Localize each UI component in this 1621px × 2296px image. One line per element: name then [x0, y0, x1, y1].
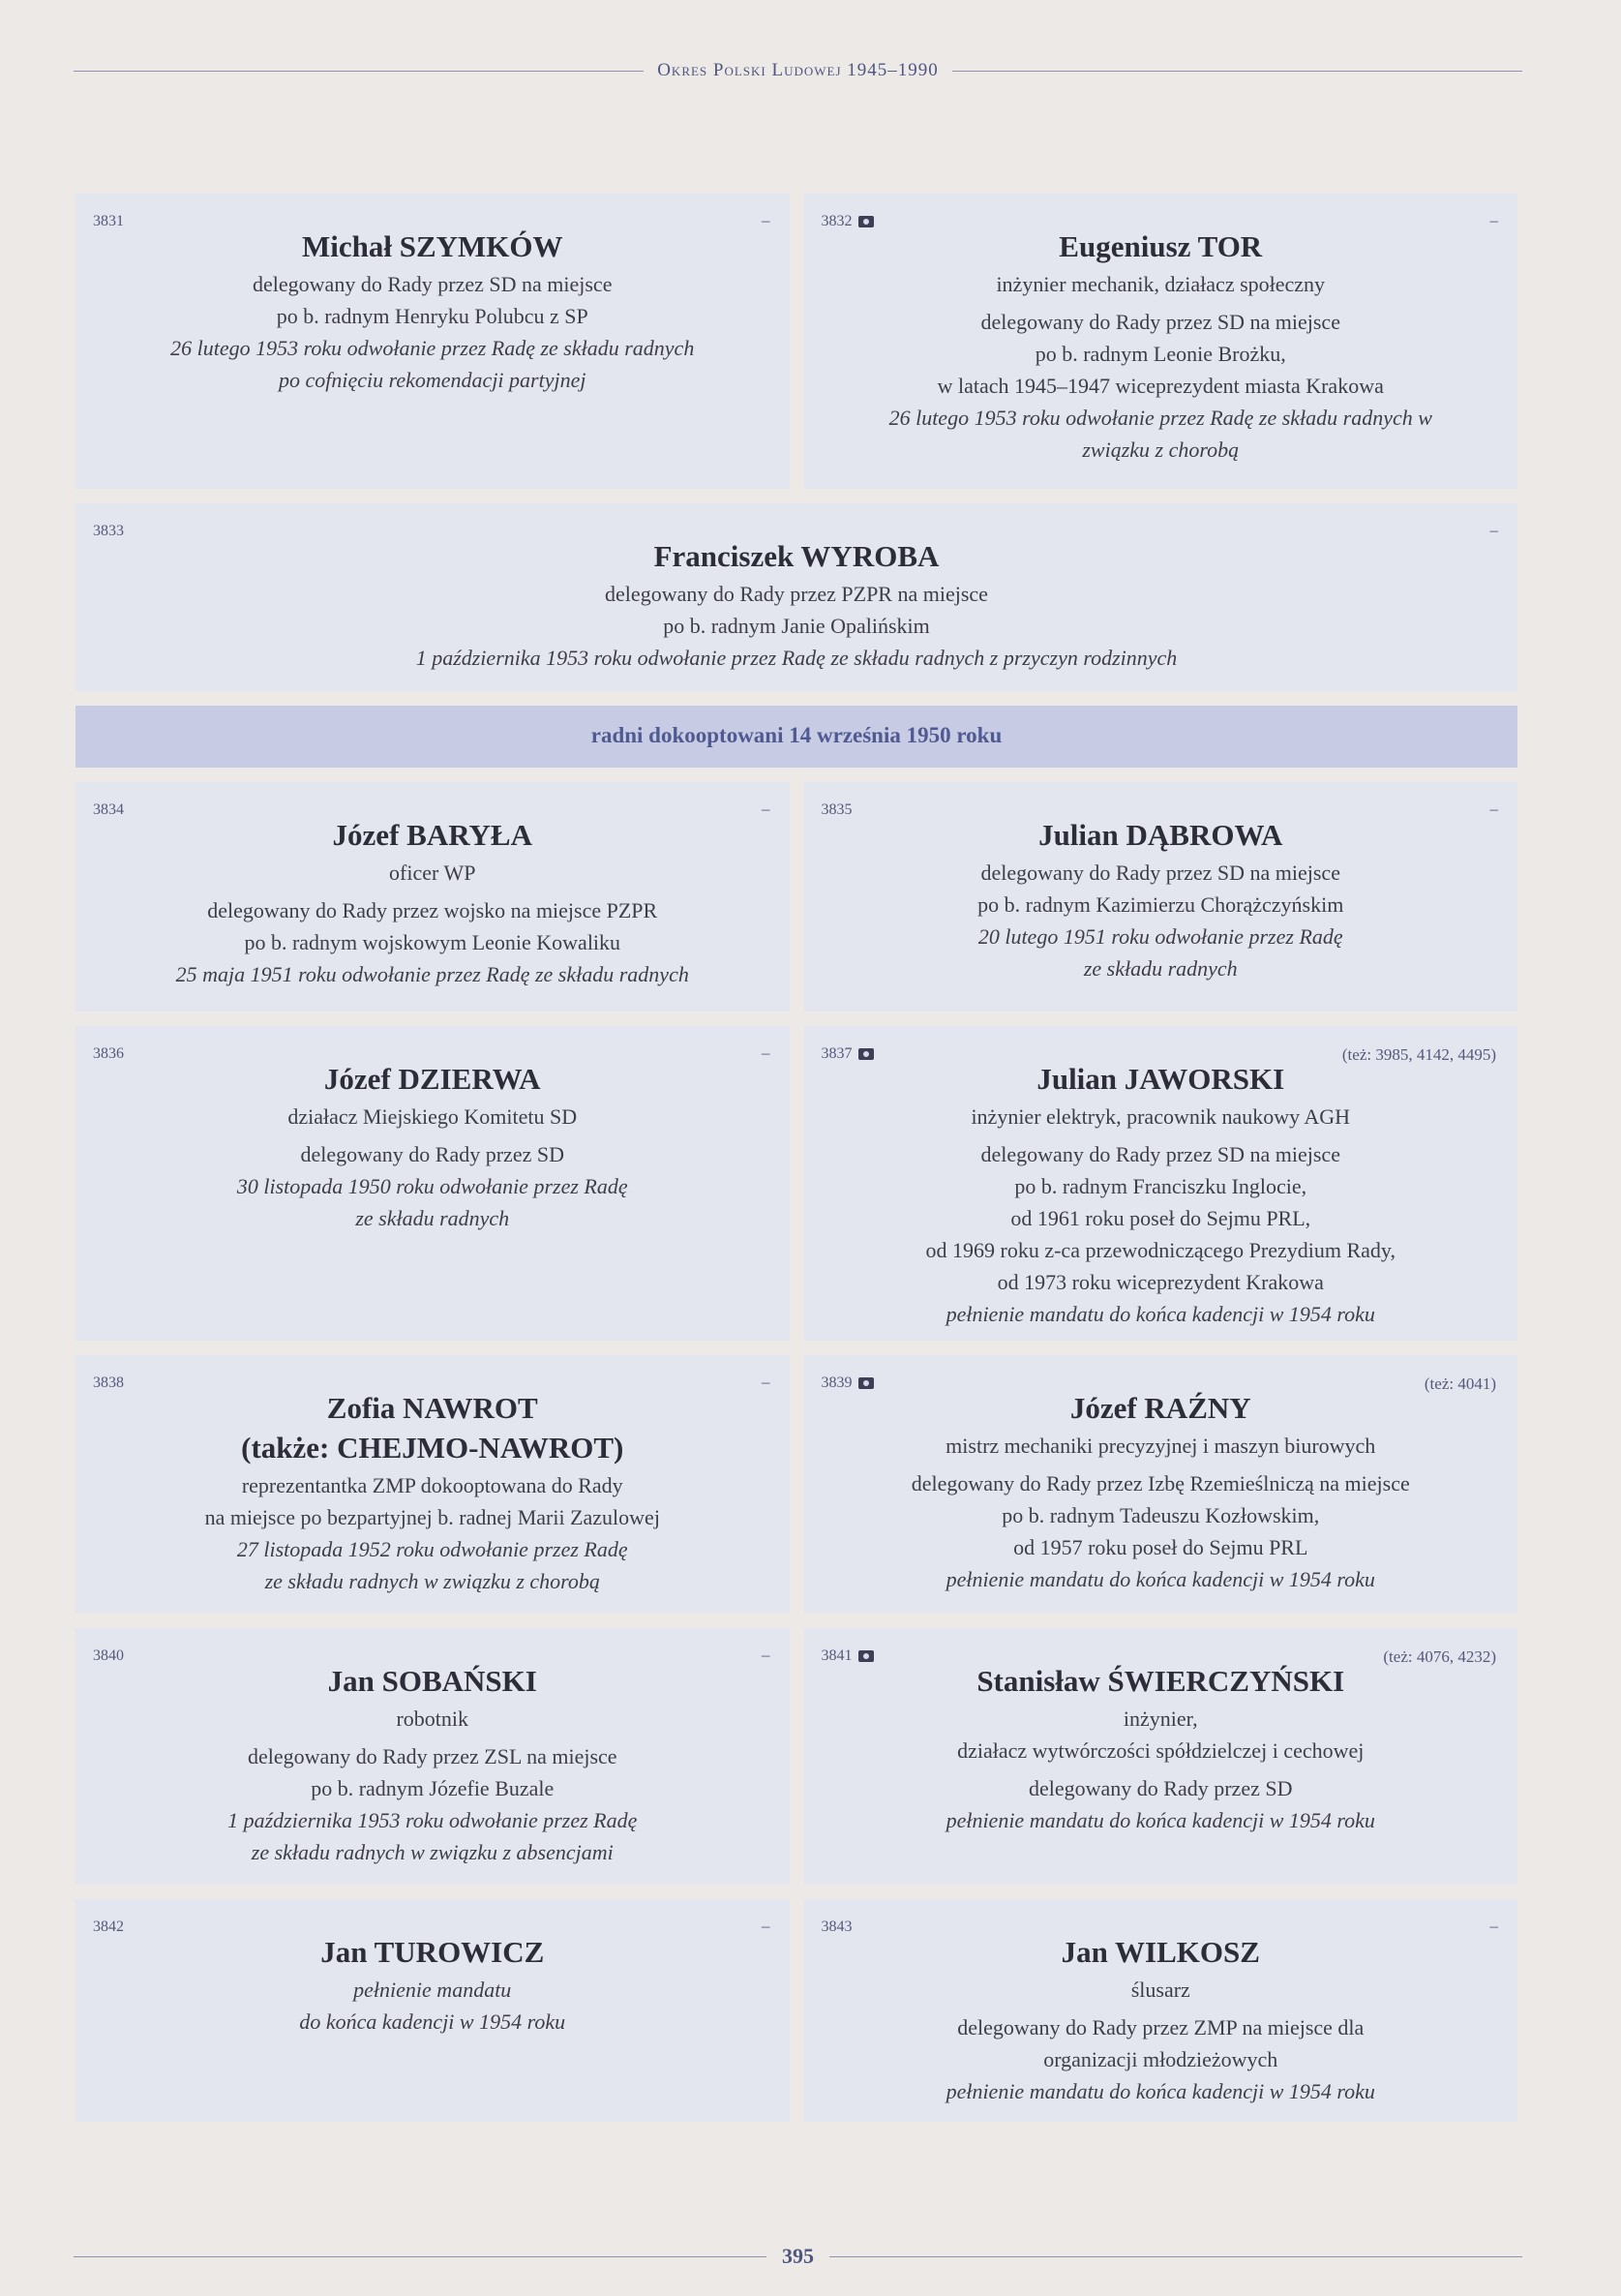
- entry-line: oficer WP: [389, 861, 476, 886]
- entry-note: pełnienie mandatu do końca kadencji w 1954 roku: [946, 1808, 1375, 1833]
- entry-3842: [75, 1899, 790, 2122]
- entry-line: organizacji młodzieżowych: [1043, 2047, 1278, 2072]
- entry-number: [93, 523, 124, 540]
- footer-rule-left: [74, 2256, 766, 2257]
- entry-line: po b. radnym Leonie Brożku,: [1035, 342, 1286, 367]
- entry-note: związku z chorobą: [1082, 438, 1240, 463]
- entry-note: 20 lutego 1951 roku odwołanie przez Radę: [977, 924, 1343, 950]
- entry-note: po cofnięciu rekomendacji partyjnej: [279, 368, 586, 393]
- person-name: Julian JAWORSKI: [1036, 1062, 1285, 1096]
- entry-line: delegowany do Rady przez SD na miejsce: [253, 272, 613, 297]
- entry-line: po b. radnym Kazimierzu Chorążczyńskim: [977, 892, 1344, 918]
- entry-row: [75, 1899, 1517, 2122]
- person-name: Franciszek WYROBA: [653, 539, 940, 573]
- entry-number: [93, 1045, 124, 1063]
- person-name: Jan SOBAŃSKI: [327, 1664, 537, 1698]
- entry-line: w latach 1945–1947 wiceprezydent miasta Krakowa: [937, 374, 1384, 399]
- page-number: 395: [782, 2244, 814, 2268]
- entry-3841: [804, 1628, 1518, 1885]
- entry-3839: [804, 1355, 1518, 1614]
- entry-number: [822, 1045, 874, 1063]
- entry-note: 1 października 1953 roku odwołanie przez Radę ze składu radnych z przyczyn rodzinnych: [415, 646, 1178, 671]
- photo-icon: [858, 1650, 874, 1662]
- entry-row: [75, 782, 1517, 1012]
- entry-3834: [75, 782, 790, 1012]
- cross-reference: (też: 4041): [1424, 1375, 1496, 1393]
- entry-line: reprezentantka ZMP dokooptowana do Rady: [241, 1473, 623, 1498]
- person-name: Jan WILKOSZ: [1061, 1935, 1260, 1969]
- entry-line: inżynier mechanik, działacz społeczny: [996, 272, 1326, 297]
- entry-line: po b. radnym Tadeuszu Kozłowskim,: [1002, 1503, 1320, 1528]
- entry-mark: –: [762, 1646, 770, 1664]
- entry-note: ze składu radnych: [355, 1206, 510, 1231]
- entry-number: [93, 1647, 124, 1665]
- entry-note: 25 maja 1951 roku odwołanie przez Radę ze składu radnych: [175, 962, 689, 987]
- entry-note: pełnienie mandatu: [353, 1978, 512, 2003]
- person-name: Józef RAŹNY: [1069, 1391, 1251, 1425]
- entry-number: [93, 801, 124, 819]
- entry-line: delegowany do Rady przez SD na miejsce: [980, 310, 1340, 335]
- entry-number-text: 3832: [821, 213, 853, 229]
- entry-mark: –: [1489, 1917, 1498, 1935]
- entry-line: delegowany do Rady przez wojsko na miejsce PZPR: [207, 898, 658, 923]
- entry-line: działacz wytwórczości spółdzielczej i cechowej: [957, 1738, 1365, 1764]
- entry-mark: –: [762, 1917, 770, 1935]
- entry-mark: –: [762, 1043, 770, 1062]
- entry-note: 27 listopada 1952 roku odwołanie przez Radę: [236, 1537, 628, 1562]
- entry-number: [93, 213, 124, 230]
- entry-number-text: 3843: [821, 1918, 853, 1935]
- entry-number-text: 3838: [93, 1375, 124, 1391]
- entry-3843: [804, 1899, 1518, 2122]
- person-name: Jan TUROWICZ: [320, 1935, 545, 1969]
- entry-note: ze składu radnych w związku z absencjami: [251, 1840, 614, 1865]
- entry-line: delegowany do Rady przez SD: [300, 1142, 564, 1167]
- entry-line: od 1957 roku poseł do Sejmu PRL: [1013, 1535, 1308, 1560]
- entry-line: po b. radnym wojskowym Leonie Kowaliku: [244, 930, 621, 955]
- entry-mark: –: [1489, 800, 1498, 818]
- entry-line: po b. radnym Janie Opalińskim: [663, 614, 930, 639]
- entry-line: robotnik: [396, 1707, 469, 1732]
- running-head: [74, 56, 1522, 85]
- entry-number-text: 3839: [821, 1375, 853, 1391]
- entry-line: delegowany do Rady przez SD na miejsce: [980, 861, 1340, 886]
- entry-note: 26 lutego 1953 roku odwołanie przez Radę ze składu radnych: [170, 336, 695, 361]
- entry-number-text: 3836: [93, 1045, 124, 1062]
- footer-rule-right: [829, 2256, 1522, 2257]
- entry-note: pełnienie mandatu do końca kadencji w 1954 roku: [946, 2079, 1375, 2104]
- entry-line: od 1973 roku wiceprezydent Krakowa: [997, 1270, 1324, 1295]
- photo-icon: [858, 1048, 874, 1060]
- entry-note: 26 lutego 1953 roku odwołanie przez Radę ze składu radnych w: [888, 406, 1432, 431]
- entry-line: delegowany do Rady przez ZMP na miejsce dla: [957, 2015, 1365, 2040]
- entry-line: po b. radnym Franciszku Inglocie,: [1014, 1174, 1307, 1199]
- entry-line: delegowany do Rady przez Izbę Rzemieślniczą na miejsce: [911, 1471, 1410, 1496]
- entry-line: od 1961 roku poseł do Sejmu PRL,: [1010, 1206, 1311, 1231]
- page-footer: [74, 2244, 1522, 2269]
- cross-reference: (też: 4076, 4232): [1383, 1647, 1496, 1666]
- photo-icon: [858, 1377, 874, 1389]
- entry-number: [822, 1647, 874, 1665]
- person-name: Zofia NAWROT: [326, 1391, 538, 1425]
- entry-line: inżynier,: [1123, 1707, 1198, 1732]
- header-rule-left: [74, 71, 644, 72]
- entry-row: [75, 1355, 1517, 1614]
- entry-number: [93, 1375, 124, 1392]
- entry-mark: –: [1489, 521, 1498, 539]
- entry-line: delegowany do Rady przez SD na miejsce: [980, 1142, 1340, 1167]
- header-rule-right: [952, 71, 1522, 72]
- entry-line: mistrz mechaniki precyzyjnej i maszyn biurowych: [946, 1434, 1376, 1459]
- entry-3837: [804, 1026, 1518, 1341]
- entry-row: [75, 1026, 1517, 1341]
- entry-mark: –: [762, 800, 770, 818]
- entry-number-text: 3831: [93, 213, 124, 229]
- entry-line: delegowany do Rady przez PZPR na miejsce: [605, 582, 988, 607]
- entry-number: [822, 801, 853, 819]
- entry-number-text: 3834: [93, 801, 124, 818]
- person-alt-name: (także: CHEJMO-NAWROT): [241, 1431, 624, 1465]
- person-name: Józef DZIERWA: [323, 1062, 541, 1096]
- entry-line: inżynier elektryk, pracownik naukowy AGH: [971, 1104, 1351, 1130]
- entry-mark: –: [762, 211, 770, 229]
- entries-list: [75, 194, 1517, 2136]
- entry-number: [822, 213, 874, 230]
- entry-3833: [75, 503, 1517, 691]
- running-head-title: Okres Polski Ludowej 1945–1990: [657, 60, 939, 80]
- entry-note: 1 października 1953 roku odwołanie przez Radę: [227, 1808, 638, 1833]
- photo-icon: [858, 216, 874, 227]
- entry-3840: [75, 1628, 790, 1885]
- entry-line: po b. radnym Henryku Polubcu z SP: [276, 304, 588, 329]
- entry-number: [93, 1918, 124, 1936]
- entry-number-text: 3840: [93, 1647, 124, 1664]
- entry-line: na miejsce po bezpartyjnej b. radnej Marii Zazulowej: [204, 1505, 660, 1530]
- entry-line: delegowany do Rady przez ZSL na miejsce: [247, 1744, 617, 1769]
- entry-3831: [75, 194, 790, 489]
- person-name: Józef BARYŁA: [332, 818, 532, 852]
- entry-mark: –: [762, 1373, 770, 1391]
- entry-line: delegowany do Rady przez SD: [1029, 1776, 1293, 1801]
- entry-number-text: 3835: [821, 801, 853, 818]
- entry-note: 30 listopada 1950 roku odwołanie przez Radę: [236, 1174, 628, 1199]
- entry-row: [75, 1628, 1517, 1885]
- person-name: Julian DĄBROWA: [1038, 818, 1283, 852]
- entry-3838: [75, 1355, 790, 1614]
- entry-note: ze składu radnych: [1083, 956, 1238, 982]
- entry-line: ślusarz: [1130, 1978, 1190, 2003]
- person-name: Stanisław ŚWIERCZYŃSKI: [976, 1664, 1345, 1698]
- entry-note: pełnienie mandatu do końca kadencji w 1954 roku: [946, 1567, 1375, 1592]
- entry-line: od 1969 roku z-ca przewodniczącego Prezydium Rady,: [925, 1238, 1396, 1263]
- entry-note: ze składu radnych w związku z chorobą: [264, 1569, 600, 1594]
- entry-line: działacz Miejskiego Komitetu SD: [287, 1104, 578, 1130]
- entry-number: [822, 1375, 874, 1392]
- entry-line: po b. radnym Józefie Buzale: [311, 1776, 555, 1801]
- entry-3835: [804, 782, 1518, 1012]
- section-heading: radni dokooptowani 14 września 1950 roku: [75, 706, 1517, 768]
- entry-3832: [804, 194, 1518, 489]
- entry-mark: –: [1489, 211, 1498, 229]
- entry-number-text: 3842: [93, 1918, 124, 1935]
- entry-number-text: 3837: [821, 1045, 853, 1062]
- person-name: Eugeniusz TOR: [1059, 229, 1263, 263]
- entry-note: do końca kadencji w 1954 roku: [299, 2009, 566, 2035]
- entry-row: [75, 194, 1517, 489]
- entry-number-text: 3841: [821, 1647, 853, 1664]
- person-name: Michał SZYMKÓW: [301, 229, 563, 263]
- entry-note: pełnienie mandatu do końca kadencji w 1954 roku: [946, 1302, 1375, 1327]
- entry-row: [75, 503, 1517, 691]
- cross-reference: (też: 3985, 4142, 4495): [1341, 1045, 1496, 1064]
- entry-number-text: 3833: [93, 523, 124, 539]
- entry-3836: [75, 1026, 790, 1341]
- entry-number: [822, 1918, 853, 1936]
